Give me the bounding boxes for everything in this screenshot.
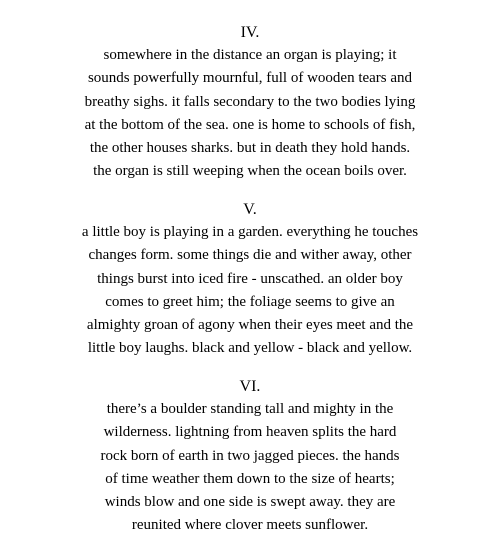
poem-line: sounds powerfully mournful, full of wooden tears and [87, 70, 413, 87]
poem-line: somewhere in the distance an organ is playing; it [103, 47, 397, 64]
poem-line: almighty groan of agony when their eyes meet and the [86, 316, 414, 333]
poem-line: there’s a boulder standing tall and mighty in the [106, 401, 394, 418]
poem-line: the organ is still weeping when the ocean boils over. [93, 163, 407, 180]
poem-line: of time weather them down to the size of hearts; [105, 470, 395, 487]
poem-section-v [0, 198, 500, 360]
poem-line: wilderness. lightning from heaven splits the hard [103, 424, 397, 441]
poem-section-iv [0, 21, 500, 183]
poem-line: changes form. some things die and wither away, other [88, 247, 412, 264]
poem-line: things burst into iced fire - unscathed. an older boy [97, 270, 403, 287]
poem-line: a little boy is playing in a garden. everything he touches [81, 224, 419, 241]
poem-line: the other houses sharks. but in death they hold hands. [89, 139, 411, 156]
poem-line: breathy sighs. it falls secondary to the two bodies lying [84, 93, 416, 110]
poem-line: rock born of earth in two jagged pieces. the hands [100, 447, 400, 464]
poem-section-vi [0, 375, 500, 537]
section-numeral: V. [243, 201, 257, 218]
poem-line: at the bottom of the sea. one is home to schools of fish, [84, 116, 416, 133]
poem-line: winds blow and one side is swept away. they are [104, 493, 396, 510]
poem-line: reunited where clover meets sunflower. [131, 517, 369, 534]
poem-line: little boy laughs. black and yellow - black and yellow. [87, 340, 413, 357]
poem-line: comes to greet him; the foliage seems to give an [105, 293, 395, 310]
section-numeral: VI. [239, 378, 261, 395]
section-numeral: IV. [240, 24, 260, 41]
